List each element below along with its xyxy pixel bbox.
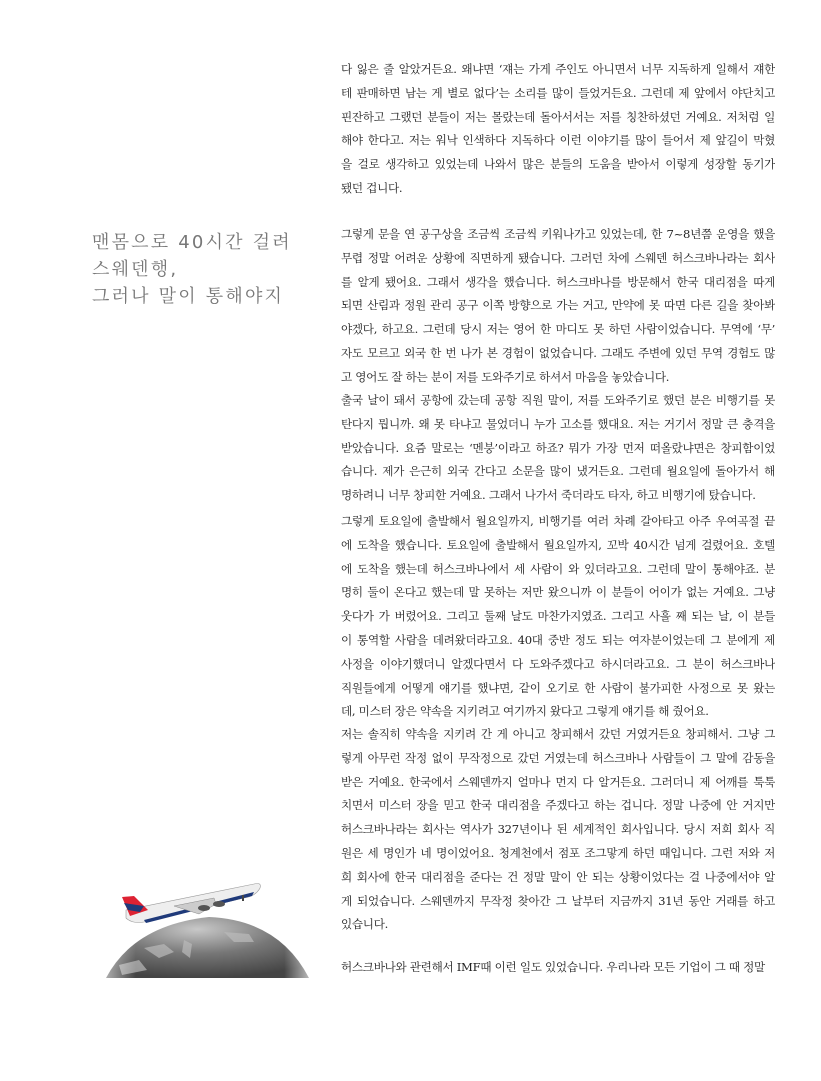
paragraph-line: 되면 산림과 정원 관리 공구 이쪽 방향으로 가는 거고, 만약에 못 따면 다른 길을 찾아봐 bbox=[341, 298, 775, 313]
body-paragraph bbox=[341, 510, 775, 724]
paragraph-line: 야겠다, 하고요. 그런데 당시 저는 영어 한 마디도 못 하던 사람이었습니다. 무역에 ‘무’ bbox=[341, 322, 775, 337]
paragraph-line: 에 도착을 했는데 허스크바나에서 세 사람이 와 있더라고요. 그런데 말이 통해야죠. 분 bbox=[341, 561, 775, 576]
paragraph-line: 습니다. 제가 은근히 외국 간다고 소문을 많이 냈거든요. 그런데 월요일에 돌아가서 해 bbox=[341, 464, 775, 479]
paragraph-line: 렇게 아무런 작정 없이 무작정으로 갔던 거였는데 허스크바나 사람들이 그 말에 감동을 bbox=[341, 750, 775, 765]
section-title-line: 그러나 말이 통해야지 bbox=[92, 286, 285, 307]
paragraph-line: 원은 세 명인가 네 명이었어요. 청계천에서 점포 조그맣게 하던 때입니다. 그런 저와 저 bbox=[341, 845, 775, 860]
paragraph-line: 해야 한다고. 저는 워낙 인색하다 지독하다 이런 이야기를 많이 들어서 제 앞길이 막혔 bbox=[341, 133, 775, 148]
paragraph-line: 다 잃은 줄 알았거든요. 왜냐면 ‘쟤는 가게 주인도 아니면서 너무 지독하게 일해서 쟤한 bbox=[341, 62, 775, 76]
body-paragraph bbox=[341, 58, 775, 201]
paragraph-line: 무렵 정말 어려운 상황에 직면하게 됐습니다. 그러던 차에 스웨덴 허스크바나라는 회사 bbox=[341, 250, 775, 265]
paragraph-line: 허스크바나와 관련해서 IMF때 이런 일도 있었습니다. 우리나라 모든 기업이 그 때 정말 bbox=[341, 960, 765, 974]
paragraph-line: 받은 거예요. 한국에서 스웨덴까지 얼마나 먼지 다 알거든요. 그러더니 제 어깨를 툭툭 bbox=[341, 774, 775, 789]
paragraph-line: 있습니다. bbox=[341, 917, 388, 932]
body-paragraph bbox=[341, 956, 775, 980]
paragraph-line: 고 영어도 잘 하는 분이 저를 도와주기로 하셔서 마음을 놓았습니다. bbox=[341, 369, 670, 384]
paragraph-line: 에 도착을 했습니다. 토요일에 출발해서 월요일까지, 꼬박 40시간 넘게 걸렸어요. 호텔 bbox=[341, 537, 775, 552]
paragraph-line: 허스크바나라는 회사는 역사가 327년이나 된 세계적인 회사입니다. 당시 저희 회사 직 bbox=[341, 822, 775, 837]
body-paragraph bbox=[341, 223, 775, 390]
paragraph-line: 탄다지 뭡니까. 왜 못 타냐고 물었더니 누가 고소를 했대요. 저는 거기서 정말 큰 충격을 bbox=[341, 416, 775, 431]
paragraph-line: 그렇게 토요일에 출발해서 월요일까지, 비행기를 여러 차례 갈아타고 아주 우여곡절 끝 bbox=[341, 514, 775, 528]
paragraph-line: 희 회사에 한국 대리점을 준다는 건 정말 말이 안 되는 상황이었다는 걸 나중에서야 알 bbox=[341, 869, 775, 884]
paragraph-line: 웃다가 가 버렸어요. 그리고 둘째 날도 마찬가지였죠. 그리고 사흘 째 되는 날, 이 분들 bbox=[341, 609, 775, 624]
paragraph-line: 데, 미스터 장은 약속을 지키려고 여기까지 왔다고 그렇게 얘기를 해 줬어요. bbox=[341, 704, 709, 719]
paragraph-line: 저는 솔직히 약속을 지키려 간 게 아니고 창피해서 갔던 거였거든요 창피해서. 그냥 그 bbox=[341, 727, 775, 741]
paragraph-line: 을 걸로 생각하고 있었는데 나와서 많은 분들의 도움을 받아서 이렇게 성장할 동기가 bbox=[341, 157, 775, 172]
paragraph-line: 치면서 미스터 장을 믿고 한국 대리점을 주겠다고 하는 겁니다. 정말 나중에 안 거지만 bbox=[341, 798, 775, 813]
paragraph-line: 됐던 겁니다. bbox=[341, 180, 403, 195]
section-title-line: 맨몸으로 40시간 걸려 bbox=[92, 232, 292, 253]
paragraph-line: 사정을 이야기했더니 알겠다면서 다 도와주겠다고 하시더라고요. 그 분이 허스크바나 bbox=[341, 656, 775, 671]
paragraph-line: 자도 모르고 외국 한 번 나가 본 경험이 없었습니다. 그래도 주변에 있던 무역 경험도 많 bbox=[341, 345, 775, 360]
section-title bbox=[92, 229, 322, 310]
paragraph-line: 그렇게 문을 연 공구상을 조금씩 조금씩 키워나가고 있었는데, 한 7~8년쯤 운영을 했을 bbox=[341, 227, 775, 241]
paragraph-line: 받았습니다. 요즘 말로는 ‘멘붕’이라고 하죠? 뭐가 가장 먼저 떠올랐냐면은 창피함이었 bbox=[341, 440, 775, 455]
paragraph-line: 명하려니 너무 창피한 거예요. 그래서 나가서 죽더라도 타자, 하고 비행기에 탔습니다. bbox=[341, 488, 756, 503]
body-paragraph bbox=[341, 389, 775, 508]
paragraph-line: 명히 둘이 온다고 했는데 말 못하는 저만 왔으니까 이 분들이 어이가 없는 거예요. 그냥 bbox=[341, 585, 775, 600]
paragraph-line: 게 되었습니다. 스웨덴까지 무작정 찾아간 그 날부터 지금까지 31년 동안 거래를 하고 bbox=[341, 893, 775, 908]
paragraph-line: 이 통역할 사람을 데려왔더라고요. 40대 중반 정도 되는 여자분이었는데 그 분에게 제 bbox=[341, 632, 775, 647]
paragraph-line: 테 판매하면 남는 게 별로 없다’는 소리를 많이 들었거든요. 그런데 제 앞에서 야단치고 bbox=[341, 85, 775, 100]
paragraph-line: 를 알게 됐어요. 그래서 생각을 했습니다. 허스크바나를 방문해서 한국 대리점을 따게 bbox=[341, 274, 775, 289]
body-paragraph bbox=[341, 723, 775, 937]
airplane-globe-image bbox=[104, 870, 316, 978]
paragraph-line: 출국 날이 돼서 공항에 갔는데 공항 직원 말이, 저를 도와주기로 했던 분은 비행기를 못 bbox=[341, 393, 775, 407]
section-title-line: 스웨덴행, bbox=[92, 259, 179, 280]
paragraph-line: 핀잔하고 그랬던 분들이 저는 몰랐는데 돌아서서는 저를 칭찬하셨던 거예요. 저처럼 일 bbox=[341, 109, 775, 124]
paragraph-line: 직원들에게 어떻게 얘기를 했냐면, 같이 오기로 한 사람이 불가피한 사정으로 못 왔는 bbox=[341, 680, 775, 695]
